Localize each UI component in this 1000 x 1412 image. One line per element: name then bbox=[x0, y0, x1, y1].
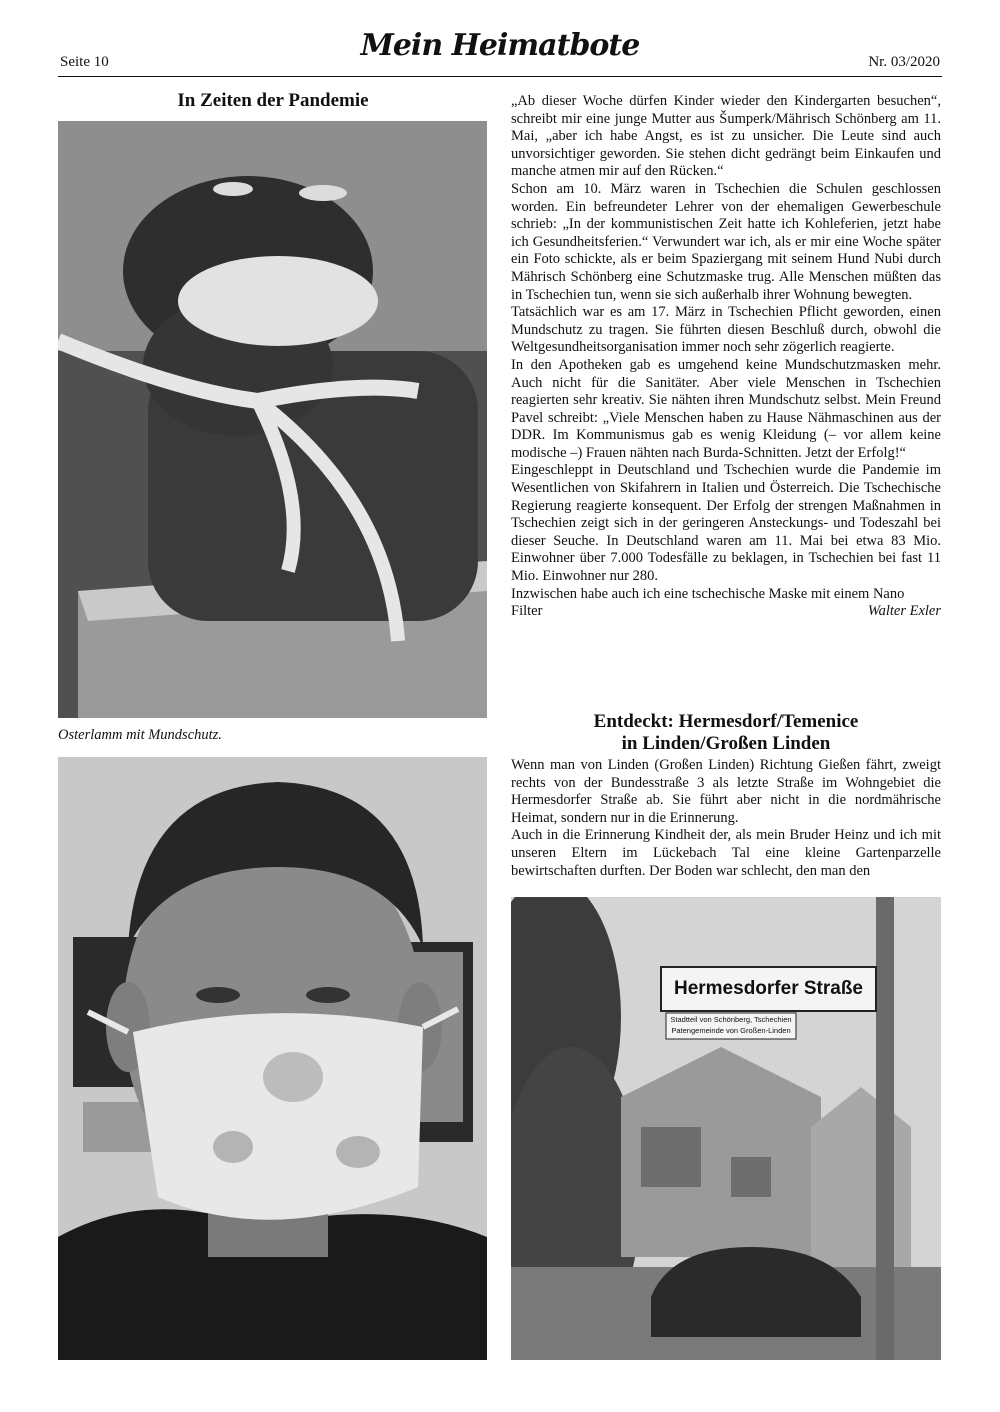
street-sign-main: Hermesdorfer Straße bbox=[673, 978, 864, 999]
paragraph: „Ab dieser Woche dürfen Kinder wieder den Kindergarten besuchen“, schreibt mir eine junge Mutter aus Šumperk/Mährisch Schönberg am 11. Mai, „aber ich habe Angst, es ist zu unsicher. Die Leute sind auch unvorsichtiger geworden. Sie stehen dicht gedrängt beim Einkaufen und manche atmen mir auf den Rücken.“ bbox=[511, 93, 941, 180]
street-sign-sub bbox=[666, 1014, 796, 1036]
paragraph: Eingeschleppt in Deutschland und Tschechien wurde die Pandemie im Wesentlichen von Skifahrern in Italien und Österreich. Die Tschechische Regierung reagierte konsequent. Der Erfolg der strengen Maßnahmen in Tschechien zeigt sich in der geringeren Ansteckungs- und Todeszahl bei dieser Seuche. In Deutschland waren am 11. Mai bei etwa 83 Mio. Einwohner über 7.000 Todesfälle zu beklagen, in Tschechien bei fast 11 Mio. Einwohner nur 280. bbox=[511, 462, 941, 585]
photo-street-sign bbox=[511, 897, 941, 1360]
title-line: Entdeckt: Hermesdorf/Temenice bbox=[593, 711, 859, 732]
article-hermesdorf-text bbox=[511, 757, 941, 880]
paragraph: Tatsächlich war es am 17. März in Tschechien Pflicht geworden, einen Mundschutz zu tragen. Sie führten diesen Beschluß durch, obwohl die Weltgesundheitsorganisation immer noch sehr zögerlich reagierte. bbox=[511, 304, 941, 356]
paragraph-end: Filter bbox=[511, 603, 543, 620]
article-title-hermesdorf bbox=[511, 711, 941, 755]
paragraph: Schon am 10. März waren in Tschechien die Schulen geschlossen worden. Ein befreundeter Lehrer von der ehemaligen Gewerbeschule schrieb: „In der kommunistischen Zeit hatte ich Kohleferien, jetzt habe ich Gesundheitsferien.“ Verwundert war ich, als er mir eine Woche später ein Foto schickte, als er beim Spaziergang mit seinem Hund Nubi durch Mährisch Schönberg eine Schutzmaske trug. Alle Menschen müßten das in Tschechien tun, wenn sie sich außerhalb ihrer Wohnung bewegten. bbox=[511, 180, 941, 303]
article-title-pandemie: In Zeiten der Pandemie bbox=[177, 90, 369, 111]
newspaper-masthead: Mein Heimatbote bbox=[360, 28, 640, 63]
author-signature: Walter Exler bbox=[867, 603, 941, 620]
title-line: in Linden/Großen Linden bbox=[621, 733, 831, 754]
photo-caption: Osterlamm mit Mundschutz. bbox=[58, 727, 222, 743]
header-rule bbox=[58, 76, 942, 77]
paragraph: Wenn man von Linden (Großen Linden) Richtung Gießen fährt, zweigt rechts von der Bundesstraße 3 als letzte Straße im Wohngebiet die Hermesdorfer Straße ab. Sie führt aber nicht in die nordmährische Heimat, sondern nur in die Erinnerung. bbox=[511, 757, 941, 826]
paragraph: In den Apotheken gab es umgehend keine Mundschutzmasken mehr. Auch nicht für die Sanitäter. Aber viele Menschen in Tschechien reagierten sehr kreativ. Sie nähten ihren Mundschutz selbst. Mein Freund Pavel schreibt: „Viele Menschen haben zu Hause Nähmaschinen aus der DDR. Im Kommunismus gab es wenig Kleidung (– vor allem keine modische –) Frauen nähten nach Burda-Schnitten. Jetzt der Erfolg!“ bbox=[511, 356, 941, 461]
photo-man-with-mask bbox=[58, 757, 487, 1360]
photo-easter-lamb bbox=[58, 121, 487, 718]
sign-sub-line: Patengemeinde von Großen-Linden bbox=[671, 1026, 791, 1035]
page-number: Seite 10 bbox=[60, 54, 109, 70]
paragraph: Auch in die Erinnerung Kindheit der, als mein Bruder Heinz und ich mit unseren Eltern im Lückebach Tal eine kleine Gartenparzelle bewirtschaften durften. Der Boden war schlecht, den man den bbox=[511, 827, 941, 879]
issue-number: Nr. 03/2020 bbox=[868, 54, 940, 70]
signature-line bbox=[511, 603, 941, 621]
article-pandemie-text bbox=[511, 93, 941, 621]
sign-sub-line: Stadtteil von Schönberg, Tschechien bbox=[670, 1015, 792, 1024]
paragraph: Inzwischen habe auch ich eine tschechische Maske mit einem Nano bbox=[511, 585, 905, 602]
